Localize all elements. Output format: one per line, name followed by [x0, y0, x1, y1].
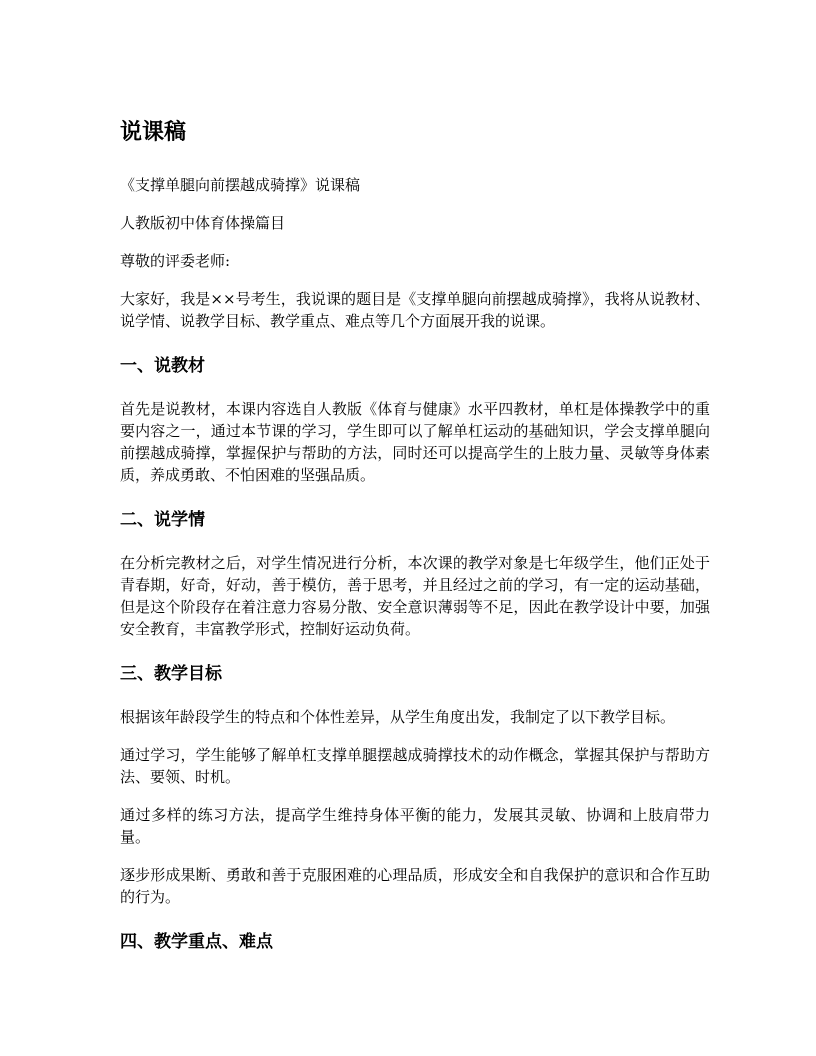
- salutation-paragraph: 尊敬的评委老师:: [120, 252, 231, 270]
- section-paragraph: 逐步形成果断、勇敢和善于克服困难的心理品质，形成安全和自我保护的意识和合作互助的行为。: [120, 866, 710, 906]
- section-paragraph: 首先是说教材，本课内容选自人教版《体育与健康》水平四教材，单杠是体操教学中的重要内容之一，通过本节课的学习，学生即可以了解单杠运动的基础知识，学会支撑单腿向前摆越成骑撑，掌握保护与帮助的方法，同时还可以提高学生的上肢力量、灵敏等身体素质，养成勇敢、不怕困难的坚强品质。: [120, 400, 710, 484]
- section-heading-key-points: 四、教学重点、难点: [120, 932, 273, 952]
- section-paragraph: 在分析完教材之后，对学生情况进行分析，本次课的教学对象是七年级学生，他们正处于青春期，好奇，好动，善于模仿，善于思考，并且经过之前的学习，有一定的运动基础，但是这个阶段存在着注意力容易分散、安全意识薄弱等不足，因此在教学设计中要，加强安全教育，丰富教学形式，控制好运动负荷。: [120, 554, 710, 638]
- section-heading-student-analysis: 二、说学情: [120, 510, 205, 530]
- section-paragraph: 通过多样的练习方法，提高学生维持身体平衡的能力，发展其灵敏、协调和上肢肩带力量。: [120, 806, 710, 846]
- document-page: [120, 118, 710, 974]
- document-title: 说课稿: [120, 120, 187, 145]
- section-heading-teaching-goals: 三、教学目标: [120, 664, 222, 684]
- intro-paragraph: 大家好，我是××号考生，我说课的题目是《支撑单腿向前摆越成骑撑》，我将从说教材、说学情、说教学目标、教学重点、难点等几个方面展开我的说课。: [120, 290, 710, 330]
- section-heading-teaching-material: 一、说教材: [120, 356, 205, 376]
- section-paragraph: 根据该年龄段学生的特点和个体性差异，从学生角度出发，我制定了以下教学目标。: [120, 708, 676, 726]
- lesson-title-paragraph: 《支撑单腿向前摆越成骑撑》说课稿: [120, 176, 361, 194]
- textbook-paragraph: 人教版初中体育体操篇目: [120, 214, 286, 232]
- section-paragraph: 通过学习，学生能够了解单杠支撑单腿摆越成骑撑技术的动作概念，掌握其保护与帮助方法、要领、时机。: [120, 746, 710, 786]
